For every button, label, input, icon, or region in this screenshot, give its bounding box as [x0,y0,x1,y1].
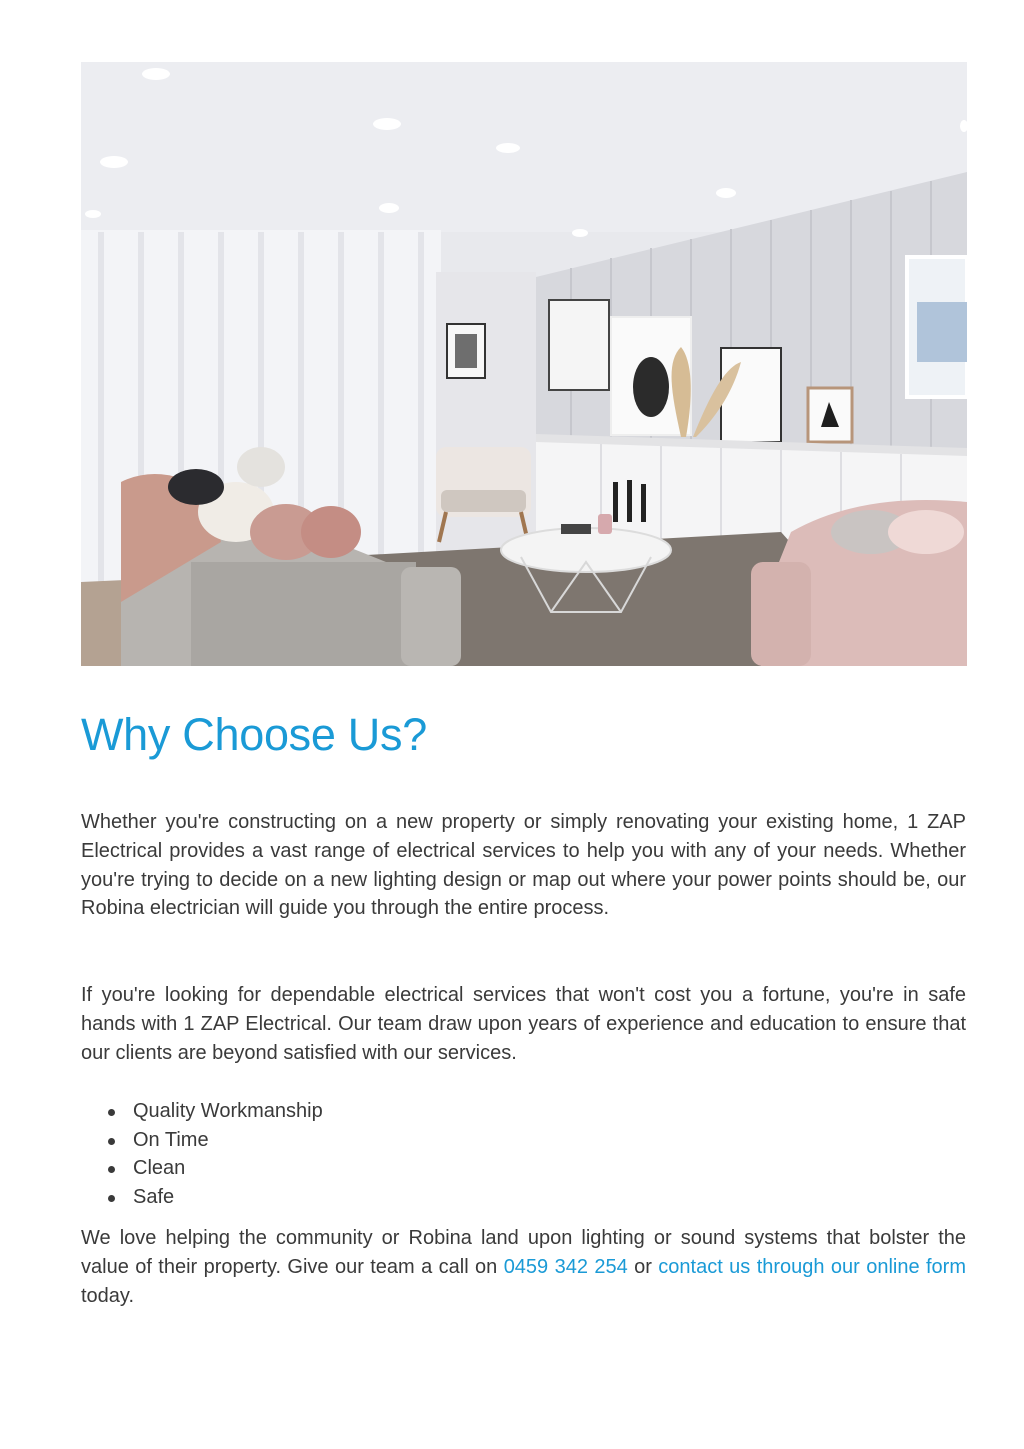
features-list [81,1097,323,1211]
page-title: Why Choose Us? [81,709,427,760]
closing-text: today. [81,1284,134,1307]
closing-paragraph [81,1224,966,1310]
phone-link[interactable]: 0459 342 254 [503,1255,628,1278]
closing-text: or [627,1255,659,1278]
list-item: Safe [133,1183,323,1212]
dependable-paragraph: If you're looking for dependable electrical services that won't cost you a fortune, you're in safe hands with 1 ZAP Electrical. Our team draw upon years of experience and education to ensure that our clients are beyond satisfied with our services. [81,984,966,1064]
list-item: On Time [133,1126,323,1155]
closing-text: We love helping the community or Robina land upon lighting or sound systems that bolster the value of their property. Give our team a call on [81,1227,966,1278]
contact-form-link[interactable]: contact us through our online form [658,1255,967,1278]
living-room-photo [81,62,967,666]
hero-image [81,62,967,666]
list-item: Quality Workmanship [133,1097,323,1126]
list-item: Clean [133,1154,323,1183]
intro-paragraph: Whether you're constructing on a new property or simply renovating your existing home, 1 ZAP Electrical provides a vast range of electrical services to help you with any of your needs. Whether you're trying to decide on a new lighting design or map out where your power points should be, our Robina electrician will guide you through the entire process. [81,811,966,920]
